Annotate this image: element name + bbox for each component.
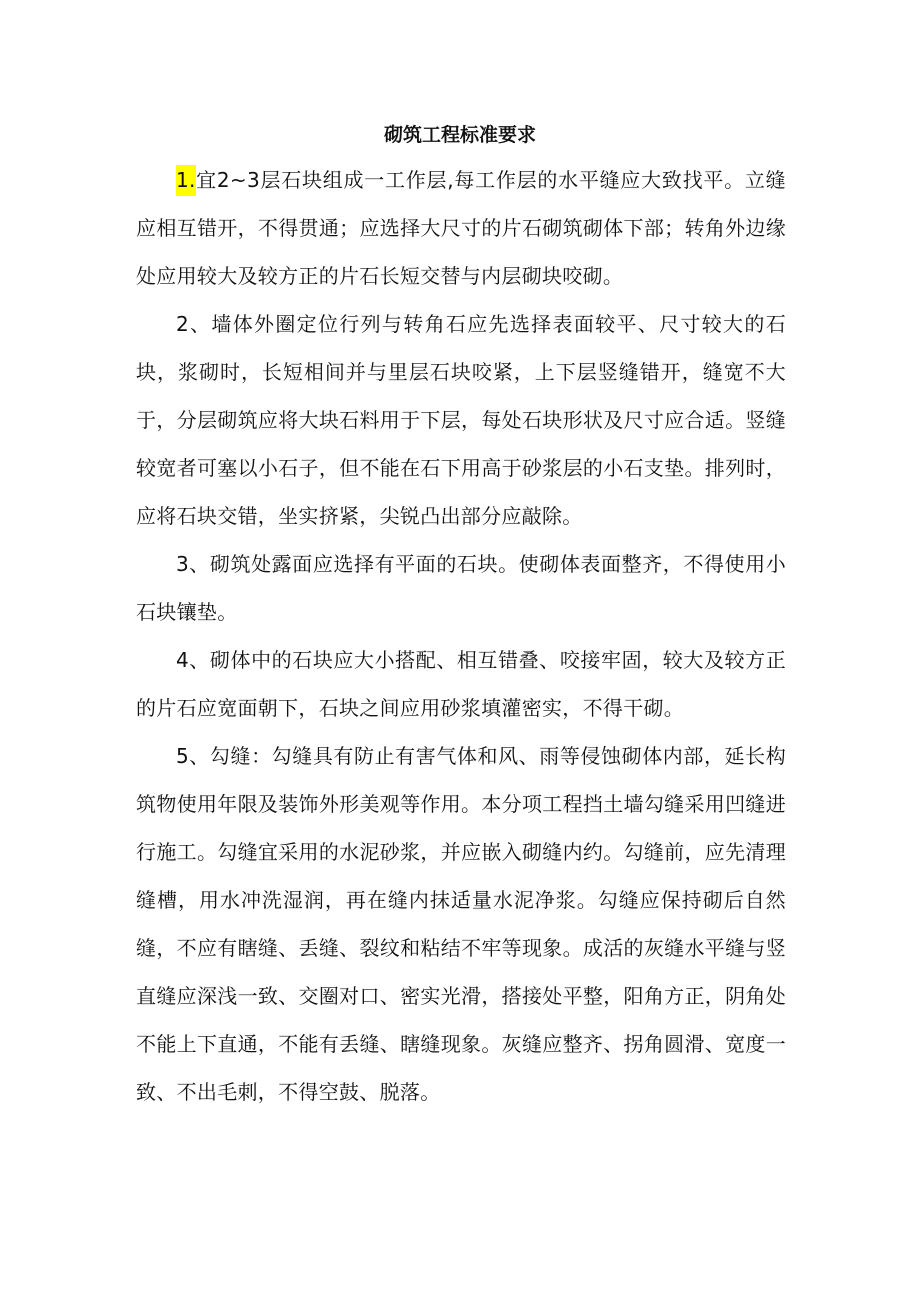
paragraph-text: 宜2~3层石块组成一工作层,每工作层的水平缝应大致找平。立缝应相互错开，不得贯通；应选择大尺寸的片石砌筑砌体下部；转角外边缘处应用较大及较方正的片石长短交替与内层砌块咬砌。 — [136, 168, 786, 288]
paragraph-3 — [136, 540, 786, 636]
document-title: 砌筑工程标准要求 — [383, 124, 536, 146]
highlighted-number: 1. — [176, 165, 196, 196]
paragraph-number: 4、 — [176, 648, 210, 672]
paragraph-number: 2、 — [176, 312, 212, 336]
paragraph-5 — [136, 732, 786, 1116]
paragraph-text: 砌筑处露面应选择有平面的石块。使砌体表面整齐，不得使用小石块镶垫。 — [136, 552, 787, 624]
paragraph-text: 墙体外圈定位行列与转角石应先选择表面较平、尺寸较大的石块，浆砌时，长短相间并与里层石块咬紧，上下层竖缝错开，缝宽不大于，分层砌筑应将大块石料用于下层，每处石块形状及尺寸应合适。竖缝较宽者可塞以小石子，但不能在石下用高于砂浆层的小石支垫。排列时，应将石块交错，坐实挤紧，尖锐凸出部分应敲除。 — [136, 312, 786, 528]
paragraph-number: 5、 — [176, 744, 210, 768]
paragraph-text: 勾缝：勾缝具有防止有害气体和风、雨等侵蚀砌体内部，延长构筑物使用年限及装饰外形美观等作用。本分项工程挡土墙勾缝采用凹缝进行施工。勾缝宜采用的水泥砂浆，并应嵌入砌缝内约。勾缝前，应先清理缝槽，用水冲洗湿润，再在缝内抹适量水泥净浆。勾缝应保持砌后自然缝，不应有瞎缝、丢缝、裂纹和粘结不牢等现象。成活的灰缝水平缝与竖直缝应深浅一致、交圈对口、密实光滑，搭接处平整，阳角方正，阴角处不能上下直通，不能有丢缝、瞎缝现象。灰缝应整齐、拐角圆滑、宽度一致、不出毛刺，不得空鼓、脱落。 — [136, 744, 787, 1104]
document-body — [136, 156, 786, 1116]
paragraph-1 — [136, 156, 786, 300]
paragraph-text: 砌体中的石块应大小搭配、相互错叠、咬接牢固，较大及较方正的片石应宽面朝下，石块之间应用砂浆填灌密实，不得干砌。 — [136, 648, 787, 720]
paragraph-4 — [136, 636, 786, 732]
paragraph-number: 3、 — [176, 552, 210, 576]
paragraph-2 — [136, 300, 786, 540]
